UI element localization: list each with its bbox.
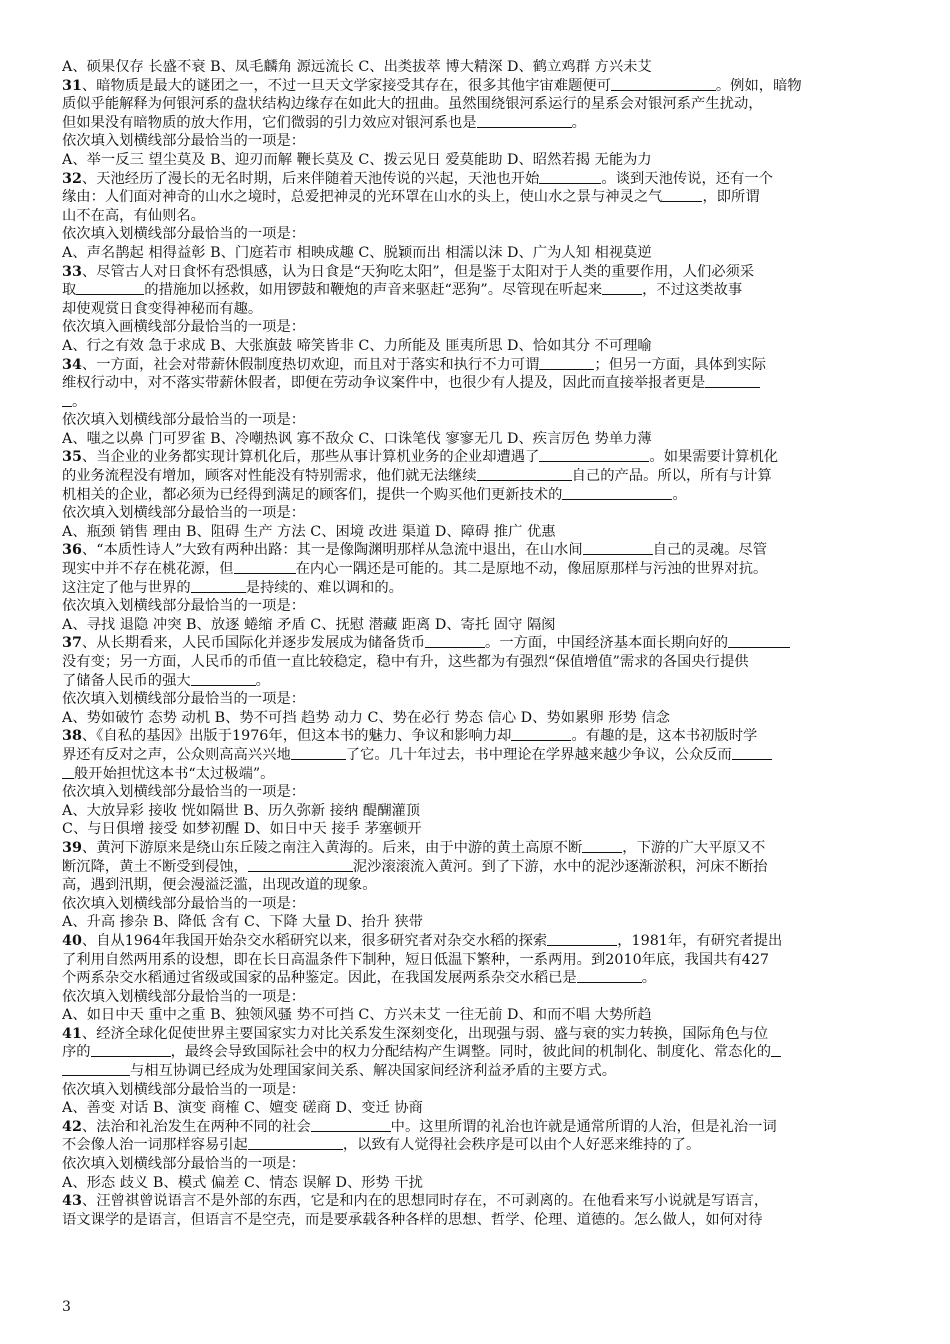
fill-in-blank — [234, 560, 296, 574]
fill-in-blank — [539, 356, 594, 370]
text-segment: 高，遇到汛期，便会漫溢泛滥，出现改道的现象。 — [62, 877, 377, 894]
text-line — [62, 709, 892, 728]
text-segment: A、硕果仅存 长盛不衰 B、凤毛麟角 源远流长 C、出类拔萃 博大精深 D、鹤立鸡群 方兴未艾 — [62, 59, 652, 75]
text-line — [62, 876, 892, 895]
text-segment: ，即所谓 — [702, 189, 760, 206]
question-number: 40 — [62, 932, 82, 949]
text-segment: 。 — [255, 672, 270, 689]
text-segment: 缘由：人们面对神奇的山水之境时，总爱把神灵的光环罩在山水的头上，使山水之景与神灵之气 — [62, 189, 663, 206]
text-line — [62, 244, 892, 263]
question-number: 35 — [62, 449, 82, 466]
text-line — [62, 616, 892, 635]
text-segment: 了它。几十年过去，书中理论在学界越来越少争议，公众反而 — [345, 746, 732, 763]
text-segment: 、当企业的业务都实现计算机化后，那些从事计算机业务的企业却遭遇了 — [81, 449, 540, 466]
text-line — [62, 95, 892, 114]
text-segment: 、经济全球化促使世界主要国家实力对比关系发生深刻变化，出现强与弱、盛与衰的实力转换，国际角色与位 — [81, 1025, 769, 1042]
text-line — [62, 746, 892, 765]
text-line — [62, 1099, 892, 1118]
text-segment: 、尽管古人对日食怀有恐惧感，认为日食是“天狗吃太阳”，但是鉴于太阳对于人类的重要作用，人们必须采 — [81, 263, 755, 280]
text-segment: 。 — [672, 486, 687, 503]
text-line — [62, 802, 892, 821]
text-segment: 语文课学的是语言，但语言不是空壳，而是要承载各种各样的思想、哲学、伦理、道德的。怎么做人，如何对待 — [62, 1211, 763, 1228]
text-segment: 这注定了他与世界的 — [62, 579, 191, 596]
text-line — [62, 504, 892, 523]
question-number: 33 — [62, 263, 82, 280]
text-line — [62, 597, 892, 616]
question-number: 31 — [62, 77, 82, 94]
text-line — [62, 393, 892, 412]
text-segment: A、大放异彩 接收 恍如隔世 B、历久弥新 接纳 醍醐灌顶 — [62, 802, 421, 819]
text-segment: 、《自私的基因》出版于1976年，但这本书的魅力、争议和影响力却 — [81, 728, 512, 745]
text-line — [62, 263, 892, 282]
text-segment: 依次填入划横线部分最恰当的一项是： — [62, 895, 306, 912]
text-line — [62, 913, 892, 932]
text-line — [62, 58, 892, 77]
fill-in-blank — [248, 1136, 343, 1150]
fill-in-blank — [728, 634, 790, 648]
text-segment: A、升高 掺杂 B、降低 含有 C、下降 大量 D、抬升 狭带 — [62, 914, 423, 931]
fill-in-blank — [91, 1043, 171, 1057]
text-segment: 的措施加以拯救，如用锣鼓和鞭炮的声音来驱赶“恶狗”。尽管现在听起来 — [144, 282, 603, 299]
text-line — [62, 765, 892, 784]
text-segment: A、瓶颈 销售 理由 B、阻碍 生产 方法 C、困境 改进 渠道 D、障碍 推广 优惠 — [62, 523, 556, 540]
page-number: 3 — [62, 1299, 71, 1315]
question-number: 36 — [62, 542, 82, 559]
text-segment: 依次填入划横线部分最恰当的一项是： — [62, 988, 306, 1005]
text-segment: A、行之有效 急于求成 B、大张旗鼓 啼笑皆非 C、力所能及 匪夷所思 D、恰如其分 不可理喻 — [62, 337, 652, 354]
text-segment: 依次填入划横线部分最恰当的一项是： — [62, 784, 306, 801]
text-line — [62, 895, 892, 914]
text-segment: 却使观赏日食变得神秘而有趣。 — [62, 300, 263, 317]
text-segment: A、寻找 退隐 冲突 B、放逐 蜷缩 矛盾 C、抚慰 潜藏 距离 D、寄托 固守 隔阂 — [62, 616, 556, 633]
fill-in-blank — [562, 486, 672, 500]
text-segment: 没有变；另一方面，人民币的币值一直比较稳定，稳中有升，这些都为有强烈“保值增值”需求的各国央行提供 — [62, 654, 749, 670]
text-line — [62, 77, 892, 96]
question-text-body — [62, 58, 892, 1229]
text-segment: 、汪曾祺曾说语言不是外部的东西，它是和内在的思想同时存在，不可剥离的。在他看来写小说就是写语言， — [81, 1193, 769, 1210]
text-line — [62, 1136, 892, 1155]
fill-in-blank — [577, 969, 642, 983]
text-segment: 维权行动中，对不落实带薪休假者，即便在劳动争议案件中，也很少有人提及，因此而直接举报者更是 — [62, 375, 706, 392]
text-segment: 。谈到天池传说，还有一个 — [601, 170, 773, 187]
text-segment: A、声名鹊起 相得益彰 B、门庭若市 相映成趣 C、脱颖而出 相濡以沫 D、广为人知 相视莫逆 — [62, 244, 652, 261]
text-segment: 、自从1964年我国开始杂交水稻研究以来，很多研究者对杂交水稻的探索 — [81, 932, 548, 949]
fill-in-blank — [291, 746, 346, 760]
text-line — [62, 318, 892, 337]
fill-in-blank — [583, 541, 653, 555]
text-line — [62, 690, 892, 709]
fill-in-blank — [191, 672, 256, 686]
text-line — [62, 448, 892, 467]
text-segment: ，不过这类故事 — [642, 282, 743, 299]
text-line — [62, 188, 892, 207]
text-line — [62, 560, 892, 579]
text-segment: 质似乎能解释为何银河系的盘状结构边缘存在如此大的扭曲。虽然围绕银河系运行的星系会对银河系产生扰动， — [62, 96, 763, 113]
text-segment: 、法治和礼治发生在两种不同的社会 — [81, 1118, 311, 1135]
text-segment: 自己的产品。所以，所有与计算 — [571, 468, 772, 485]
fill-in-blank — [662, 188, 702, 202]
text-line — [62, 430, 892, 449]
text-segment: 。例如，暗物 — [715, 77, 802, 94]
text-segment: 依次填入划横线部分最恰当的一项是： — [62, 691, 306, 708]
text-line — [62, 783, 892, 802]
text-line — [62, 281, 892, 300]
text-segment: 断沉降，黄土不断受到侵蚀， — [62, 858, 248, 875]
text-line — [62, 839, 892, 858]
question-number: 39 — [62, 839, 82, 856]
text-line — [62, 951, 892, 970]
text-line — [62, 151, 892, 170]
text-line — [62, 820, 892, 839]
text-segment: 般开始担忧这本书“太过极端”。 — [74, 765, 275, 782]
fill-in-blank — [62, 393, 72, 407]
text-segment: ，以致有人觉得社会秩序是可以由个人好恶来维持的了。 — [342, 1137, 701, 1154]
text-line — [62, 1043, 892, 1062]
text-segment: 依次填入划横线部分最恰当的一项是： — [62, 412, 306, 429]
text-segment: 了储备人民币的强大 — [62, 672, 191, 689]
fill-in-blank — [511, 727, 571, 741]
fill-in-blank — [705, 374, 760, 388]
text-line — [62, 1174, 892, 1193]
text-segment: ，下游的广大平原又不 — [622, 839, 766, 856]
fill-in-blank — [311, 1118, 391, 1132]
text-line — [62, 207, 892, 226]
text-segment: 依次填入划横线部分最恰当的一项是： — [62, 133, 306, 150]
text-segment: 了利用自然两用系的设想，即在长日高温条件下制种，短日低温下繁种，一系两用。到2010年底，我国共有427 — [62, 951, 770, 968]
text-line — [62, 969, 892, 988]
text-segment: 。 — [72, 393, 87, 410]
text-line — [62, 467, 892, 486]
text-line — [62, 1211, 892, 1230]
text-line — [62, 374, 892, 393]
text-segment: 。 — [641, 970, 656, 987]
text-segment: 自己的灵魂。尽管 — [652, 542, 767, 559]
fill-in-blank — [547, 932, 617, 946]
text-segment: 的业务流程没有增加，顾客对性能没有特别需求，他们就无法继续 — [62, 468, 477, 485]
text-segment: 山不在高，有仙则名。 — [62, 207, 205, 224]
text-segment: 与相互协调已经成为处理国家间关系、解决国家间经济利益矛盾的主要方式。 — [130, 1063, 617, 1080]
text-segment: 在内心一隅还是可能的。其二是原地不动，像屈原那样与污浊的世界对抗。 — [295, 561, 768, 578]
fill-in-blank — [248, 858, 353, 872]
fill-in-blank — [477, 467, 572, 481]
text-segment: 。如果需要计算机化 — [649, 449, 779, 466]
text-segment: 取 — [62, 282, 77, 299]
text-segment: 依次填入划横线部分最恰当的一项是： — [62, 1156, 306, 1173]
text-segment: 、“本质性诗人”大致有两种出路：其一是像陶渊明那样从急流中退出，在山水间 — [81, 542, 583, 559]
text-line — [62, 1118, 892, 1137]
text-line — [62, 1006, 892, 1025]
question-number: 38 — [62, 728, 82, 745]
fill-in-blank — [62, 1062, 130, 1076]
text-line — [62, 225, 892, 244]
question-number: 37 — [62, 635, 82, 652]
text-segment: 依次填入画横线部分最恰当的一项是： — [62, 319, 306, 336]
text-line — [62, 114, 892, 133]
text-segment: 、一方面，社会对带薪休假制度热切欢迎，而且对于落实和执行不力可谓 — [81, 356, 540, 373]
text-line — [62, 1155, 892, 1174]
text-segment: 、天池经历了漫长的无名时期，后来伴随着天池传说的兴起，天池也开始 — [81, 170, 540, 187]
text-segment: 依次填入划横线部分最恰当的一项是： — [62, 505, 306, 522]
text-segment: ，1981年，有研究者提出 — [617, 932, 783, 949]
question-number: 32 — [62, 170, 82, 187]
text-line — [62, 988, 892, 1007]
question-number: 43 — [62, 1193, 82, 1210]
fill-in-blank — [539, 170, 601, 184]
text-segment: A、势如破竹 态势 动机 B、势不可挡 趋势 动力 C、势在必行 势态 信心 D、势如累卵 形势 信念 — [62, 709, 670, 726]
text-segment: 、黄河下游原来是绕山东丘陵之南注入黄海的。后来，由于中游的黄土高原不断 — [81, 839, 583, 856]
text-segment: A、举一反三 望尘莫及 B、迎刃而解 鞭长莫及 C、拨云见日 爱莫能助 D、昭然若揭 无能为力 — [62, 151, 652, 168]
text-line — [62, 1062, 892, 1081]
text-line — [62, 858, 892, 877]
text-segment: 现实中并不存在桃花源，但 — [62, 561, 234, 578]
text-segment: 机相关的企业，都必须为已经得到满足的顾客们，提供一个购买他们更新技术的 — [62, 486, 563, 503]
question-number: 42 — [62, 1118, 82, 1135]
text-segment: 个两系杂交水稻通过省级或国家的品种鉴定。因此，在我国发展两系杂交水稻已是 — [62, 970, 577, 987]
text-line — [62, 523, 892, 542]
fill-in-blank — [732, 746, 772, 760]
text-segment: ；但另一方面，具体到实际 — [594, 356, 766, 373]
fill-in-blank — [611, 77, 716, 91]
text-line — [62, 541, 892, 560]
text-segment: 界还有反对之声，公众则高高兴兴地 — [62, 746, 291, 763]
text-line — [62, 634, 892, 653]
text-line — [62, 170, 892, 189]
text-segment: 不会像人治一词那样容易引起 — [62, 1137, 248, 1154]
text-segment: 是持续的、难以调和的。 — [245, 579, 403, 596]
text-segment: 但如果没有暗物质的放大作用，它们微弱的引力效应对银河系也是 — [62, 114, 477, 131]
fill-in-blank — [539, 448, 649, 462]
text-segment: 泥沙滚滚流入黄河。到了下游，水中的泥沙逐渐淤积，河床不断抬 — [352, 858, 768, 875]
question-number: 41 — [62, 1025, 82, 1042]
text-line — [62, 1025, 892, 1044]
text-line — [62, 653, 892, 672]
text-segment: 、暗物质是最大的谜团之一，不过一旦天文学家接受其存在，很多其他宇宙难题便可 — [81, 77, 611, 94]
fill-in-blank — [477, 114, 572, 128]
text-segment: A、善变 对话 B、演变 商榷 C、嬗变 磋商 D、变迁 协商 — [62, 1100, 423, 1117]
fill-in-blank — [771, 1043, 781, 1057]
text-segment: ，最终会导致国际社会中的权力分配结构产生调整。同时，彼此间的机制化、制度化、常态化的 — [170, 1044, 772, 1061]
fill-in-blank — [582, 839, 622, 853]
text-segment: 。有趣的是，这本书初版时学 — [571, 728, 758, 745]
text-segment: 依次填入划横线部分最恰当的一项是： — [62, 598, 306, 615]
fill-in-blank — [602, 281, 642, 295]
text-line — [62, 672, 892, 691]
question-number: 34 — [62, 356, 82, 373]
text-segment: 依次填入划横线部分最恰当的一项是： — [62, 1081, 306, 1098]
text-segment: 。一方面，中国经济基本面长期向好的 — [485, 635, 729, 652]
fill-in-blank — [76, 281, 144, 295]
text-line — [62, 337, 892, 356]
text-segment: C、与日俱增 接受 如梦初醒 D、如日中天 接手 茅塞顿开 — [62, 821, 422, 838]
text-line — [62, 132, 892, 151]
text-segment: 序的 — [62, 1044, 91, 1061]
text-segment: 依次填入划横线部分最恰当的一项是： — [62, 226, 306, 243]
fill-in-blank — [191, 579, 246, 593]
text-segment: A、形态 歧义 B、模式 偏差 C、情态 误解 D、形势 干扰 — [62, 1174, 423, 1191]
text-segment: A、如日中天 重中之重 B、独领风骚 势不可挡 C、方兴未艾 一往无前 D、和而不唱 大势所趋 — [62, 1007, 652, 1024]
fill-in-blank — [62, 765, 74, 779]
text-segment: 、从长期看来，人民币国际化并逐步发展成为储备货币 — [81, 635, 426, 652]
text-line — [62, 1081, 892, 1100]
fill-in-blank — [425, 634, 485, 648]
text-line — [62, 727, 892, 746]
text-segment: A、嗤之以鼻 门可罗雀 B、冷嘲热讽 寡不敌众 C、口诛笔伐 寥寥无几 D、疾言厉色 势单力薄 — [62, 430, 652, 447]
text-line — [62, 486, 892, 505]
text-segment: 。 — [571, 114, 586, 131]
text-segment: 中。这里所谓的礼治也许就是通常所谓的人治，但是礼治一词 — [390, 1118, 777, 1135]
text-line — [62, 1192, 892, 1211]
text-line — [62, 579, 892, 598]
text-line — [62, 932, 892, 951]
text-line — [62, 411, 892, 430]
text-line — [62, 300, 892, 319]
text-line — [62, 356, 892, 375]
